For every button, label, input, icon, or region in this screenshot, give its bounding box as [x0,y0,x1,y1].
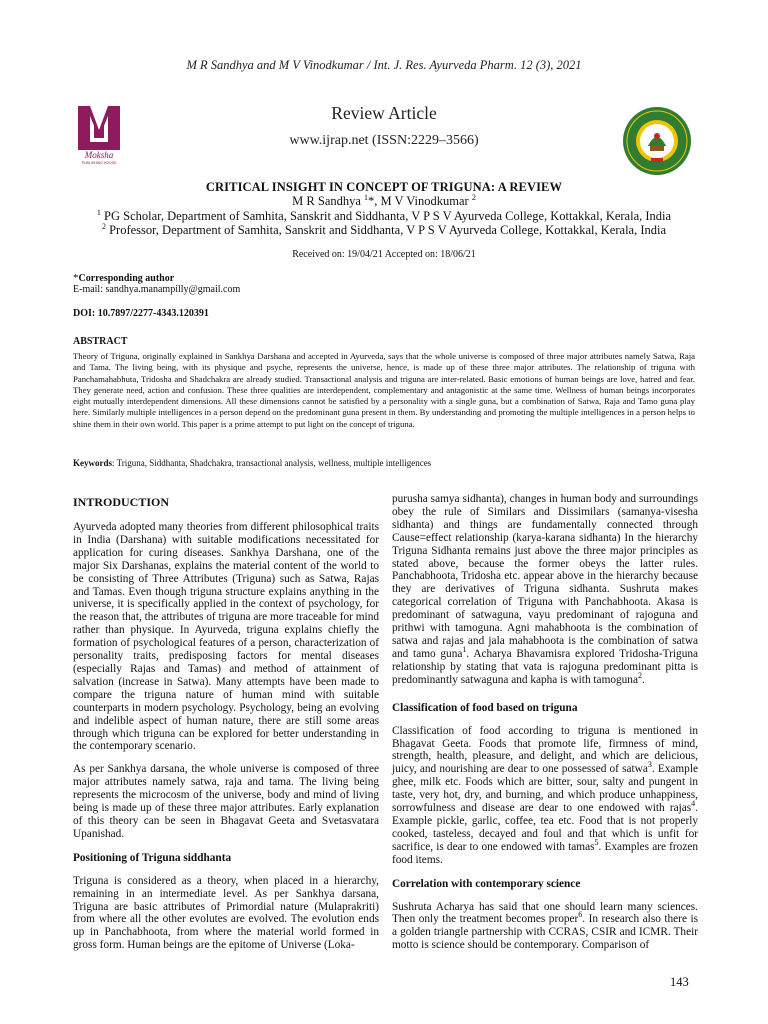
abstract-text: Theory of Triguna, originally explained in Sankhya Darshana and accepted in Ayurveda, says that the whole universe is composed of three major attributes namely Satwa, Raja and Tama. The living being, with its physique and psyche, represents the universe, hence, is made up of these three major attributes. The relationship of triguna with Panchamahabhuta, Tridosha and Shadchakra are already studied. Transactional analysis and triguna are inter-related. Basic emotions of human beings are love, hatred and fear. They generate need, action and confusion. These three qualities are interdependent, complementary and antagonistic at the same time. Wellness of human beings incorporates eight mutually interdependent dimensions. All these dimensions cannot be satisfied by a personality with a single guna, but a combination of Satwa, Raja and Tamo guna play here. Similarly multiple intelligences in a person depend on the predominant guna present in them. By understanding and promoting the multiple intelligences in a person helps to shine them in their own world. This paper is a prime attempt to put light on the concept of triguna. [73,351,695,429]
text-run: purusha samya sidhanta), changes in human body and surroundings obey the rule of Similars and Dissimilars (samanya-visesha sidhanta) and things are fundamentally connected through Cause=effect relationship (karya-karana sidhanta) In the hierarchy Triguna Sidhanta remains just above the three major principles as stated above, because the former obeys the latter rules. Panchabhoota, Tridosha etc. appear above in the hierarchy because they are derivatives of Triguna sidhanta. Sushruta makes categorical correlation of Triguna with Panchabhoota. Akasa is predominant of satwaguna, vayu predominant of rajoguna and prithwi with tamoguna. Agni mahabhoota is the combination of satwa and rajas and jala mahabhoota is the combination of satwa and tamo guna [392,493,698,660]
affiliation-1-text: PG Scholar, Department of Samhita, Sanskrit and Siddhanta, V P S V Ayurveda College, Kottakkal, Kerala, India [100,209,672,223]
text-run: . Examples are frozen food items. [392,840,698,866]
received-dates: Received on: 19/04/21 Accepted on: 18/06/21 [292,249,476,260]
paper-title: CRITICAL INSIGHT IN CONCEPT OF TRIGUNA: A REVIEW [205,180,563,194]
paragraph [392,493,698,687]
abstract-heading: ABSTRACT [73,336,128,347]
moksha-logo-subtext: PUBLISHING HOUSE [81,161,117,165]
page-number: 143 [670,975,689,989]
citation-sup: 5 [594,837,599,847]
moksha-logo-text: Moksha [84,150,114,160]
citation-sup: 1 [462,645,467,655]
keywords-label: Keywords [73,458,112,468]
text-run: . [641,673,645,686]
left-column [73,495,379,962]
paragraph [392,901,698,953]
doi: DOI: 10.7897/2277-4343.120391 [73,308,209,319]
author-2: M V Vinodkumar [380,194,472,208]
author-email: E-mail: sandhya.manampilly@gmail.com [73,284,241,295]
author-1: M R Sandhya [292,194,365,208]
running-head: M R Sandhya and M V Vinodkumar / Int. J. Res. Ayurveda Pharm. 12 (3), 2021 [186,58,582,72]
affiliation-1 [0,209,768,224]
text-run: Classification of food according to triguna is mentioned in Bhagavat Geeta. Foods that promote life, firmness of mind, strength, health, pleasure, and delight, and which are delicious, juicy, and nourishing are dear to one possessed of satwa [392,724,698,776]
citation-sup: 6 [578,910,583,920]
journal-seal-icon [622,106,692,176]
paragraph: Triguna is considered as a theory, when placed in a hierarchy, remaining in an intermediate level. As per Sankhya darsana, Triguna are basic attributes of Primordial nature (Mulaprakriti) from where all the other evolutes are evolved. The evolution ends up in Panchabhoota, from where the material world formed in gross form. Human beings are the epitome of Universe (Loka- [73,874,379,952]
author-2-sup: 2 [471,192,476,202]
corresponding-star: * [73,272,79,284]
author-line [0,194,768,209]
paragraph: Ayurveda adopted many theories from different philosophical traits in India (Darshana) with suitable modifications necessitated for application for curing diseases. Sankhya Darshana, one of the major Six Darshanas, explains the material content of the world to be consisting of Three Attributes (Triguna) such as Satwa, Rajas and Tamas. Even though triguna structure explains anything in the universe, it is specifically applied in the context of psychology, for the reason that, the attributes of triguna are more traceable for mind rather than physique. In Ayurveda, triguna explains chiefly the formation of psychological features of a person, characterization of personality traits, predisposing factors for mental diseases (especially Rajas and Tamas) and method of attainment of salvation (increase in Satwa). Many attempts have been made to compare the triguna nature of human mind with suitable counterparts in modern psychology. Psychology, being an evolving and indelible aspect of human nature, there are still some areas through which triguna can be explored for better understanding in the contemporary scenario. [73,521,379,753]
text-run: . Example pickle, garlic, coffee, tea etc. Food that is not properly cooked, tasteless, decayed and foul and that which is unfit for sacrifice, is dear to one endowed with tamas [392,802,698,853]
paragraph: As per Sankhya darsana, the whole universe is composed of three major attributes namely satwa, raja and tama. The living being represents the microcosm of the universe, body and mind of living being is made up of these three major attributes. Early explanation of this theory can be seen in Bhagavat Geeta and Svetasvatara Upanishad. [73,763,379,840]
subsection-heading-contemporary: Correlation with contemporary science [392,877,581,890]
paragraph [392,725,698,867]
affiliation-1-sup: 1 [96,207,101,217]
text-run: . Example ghee, milk etc. Foods which are bitter, sour, salty and pungent in taste, very hot, dry, and burning, and which produce unhappiness, sorrowfulness and disease are dear to one endowed with rajas [392,763,698,815]
journal-site: www.ijrap.net (ISSN:2229–3566) [289,133,479,148]
citation-sup: 4 [691,799,696,809]
text-run: . In research also there is a golden triangle partnership with CCRAS, CSIR and ICMR. Their motto is science should be contemporary. Comparison of [392,913,698,952]
citation-sup: 3 [647,760,652,770]
keywords-text: : Triguna, Siddhanta, Shadchakra, transactional analysis, wellness, multiple intelligences [112,458,432,468]
corresponding-author [73,272,174,284]
citation-sup: 2 [637,670,642,680]
subsection-heading-positioning: Positioning of Triguna siddhanta [73,851,232,864]
section-heading-introduction: INTRODUCTION [73,495,170,509]
affiliation-2-sup: 2 [101,221,106,231]
corresponding-label: Corresponding author [78,273,175,284]
author-1-mark: *, [368,194,381,208]
keywords [73,458,695,468]
author-1-sup: 1 [364,192,369,202]
right-column [392,493,698,962]
subsection-heading-food: Classification of food based on triguna [392,701,578,714]
article-type: Review Article [331,103,437,123]
affiliation-2-text: Professor, Department of Samhita, Sanskrit and Siddhanta, V P S V Ayurveda College, Kottakkal, Kerala, India [105,223,667,237]
affiliation-2 [0,223,768,238]
text-run: Sushruta Acharya has said that one should learn many sciences. Then only the treatment becomes proper [392,900,698,926]
text-run: . Acharya Bhavamisra explored Tridosha-Triguna relationship by stating that vata is rajoguna predominant pitta is predominantly satwaguna and kapha is with tamoguna [392,647,699,686]
